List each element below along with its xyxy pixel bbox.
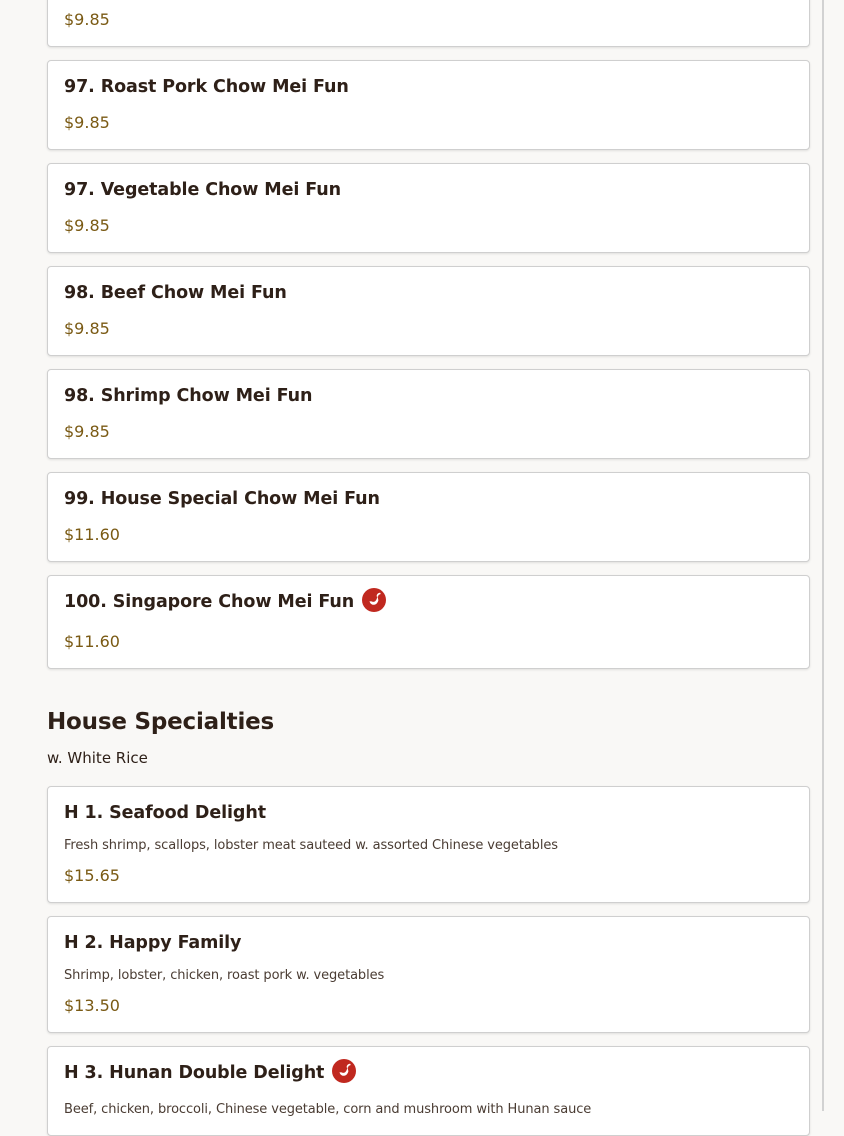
- item-name: 100. Singapore Chow Mei Fun: [64, 592, 355, 612]
- chili-pepper-icon: [332, 1059, 356, 1083]
- item-name: H 3. Hunan Double Delight: [64, 1063, 325, 1083]
- page-right-border: [822, 0, 824, 1111]
- menu-item-card[interactable]: [47, 1046, 810, 1136]
- menu-item-card[interactable]: [47, 472, 810, 562]
- item-price: $9.85: [64, 319, 110, 338]
- item-name-row: [64, 1061, 356, 1085]
- item-name: 99. House Special Chow Mei Fun: [64, 489, 380, 509]
- item-price: $9.85: [64, 216, 110, 235]
- item-description: Fresh shrimp, scallops, lobster meat sauteed w. assorted Chinese vegetables: [64, 838, 558, 853]
- item-description: Beef, chicken, broccoli, Chinese vegetable, corn and mushroom with Hunan sauce: [64, 1102, 592, 1117]
- item-price: $9.85: [64, 113, 110, 132]
- item-name: 97. Vegetable Chow Mei Fun: [64, 180, 341, 200]
- item-name: H 2. Happy Family: [64, 933, 242, 953]
- section-title: House Specialties: [47, 709, 275, 735]
- menu-item-card[interactable]: [47, 163, 810, 253]
- item-name: 98. Shrimp Chow Mei Fun: [64, 386, 313, 406]
- menu-item-card[interactable]: [47, 60, 810, 150]
- item-name: H 1. Seafood Delight: [64, 803, 266, 823]
- menu-item-card[interactable]: [47, 369, 810, 459]
- item-price: $9.85: [64, 10, 110, 29]
- chili-pepper-icon: [362, 588, 386, 612]
- item-price: $11.60: [64, 525, 120, 544]
- menu-item-card[interactable]: [47, 916, 810, 1033]
- item-price: $15.65: [64, 866, 120, 885]
- item-price: $11.60: [64, 632, 120, 651]
- menu-item-card[interactable]: [47, 575, 810, 669]
- menu-item-card[interactable]: [47, 786, 810, 903]
- item-name-row: [64, 590, 386, 614]
- item-price: $9.85: [64, 422, 110, 441]
- section-subtitle: w. White Rice: [47, 749, 148, 767]
- menu-item-card-partial[interactable]: [47, 0, 810, 47]
- menu-item-card[interactable]: [47, 266, 810, 356]
- item-name: 97. Roast Pork Chow Mei Fun: [64, 77, 349, 97]
- item-price: $13.50: [64, 996, 120, 1015]
- item-name: 98. Beef Chow Mei Fun: [64, 283, 287, 303]
- item-description: Shrimp, lobster, chicken, roast pork w. vegetables: [64, 968, 385, 983]
